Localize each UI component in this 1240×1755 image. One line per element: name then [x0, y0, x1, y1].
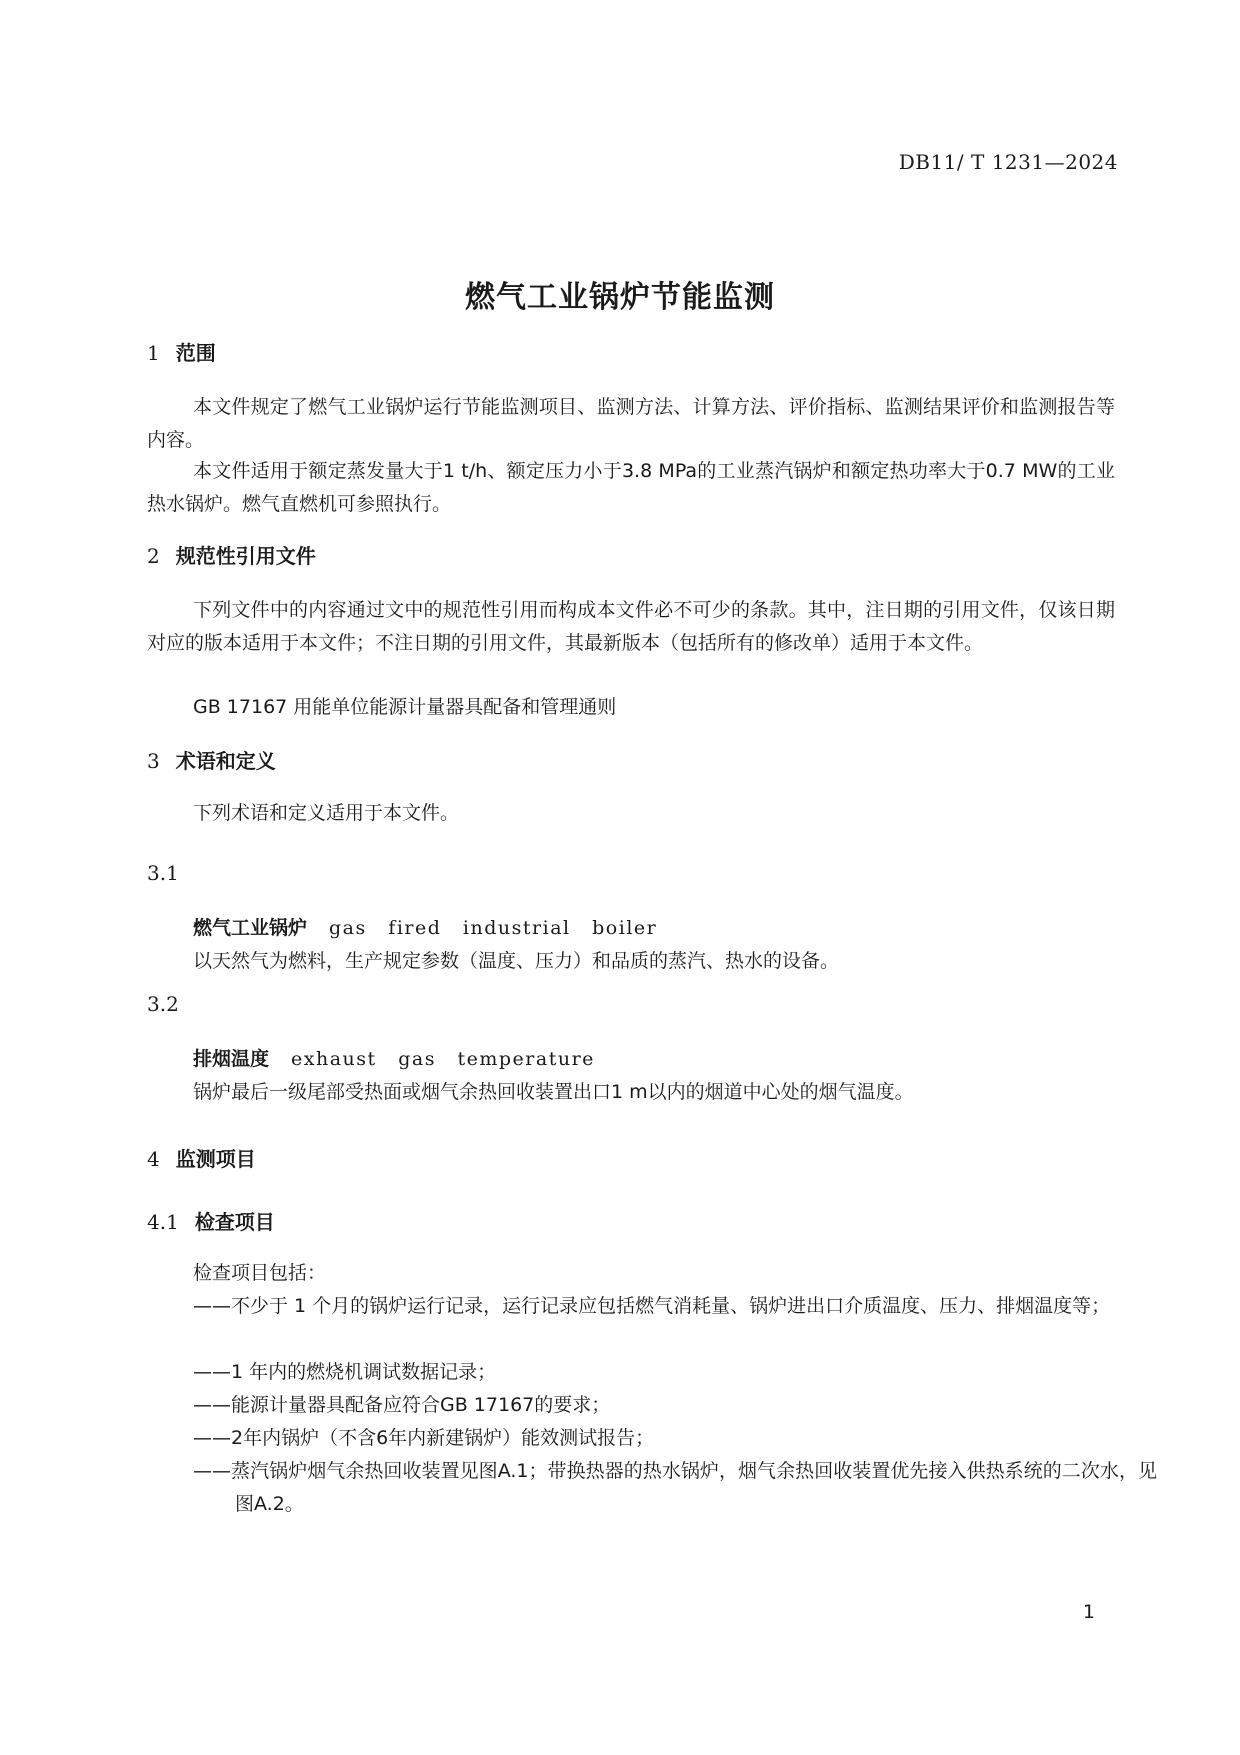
check-item: ——1 年内的燃烧机调试数据记录； [193, 1361, 497, 1383]
check-item: ——2年内锅炉（不含6年内新建锅炉）能效测试报告； [193, 1427, 655, 1449]
section-number: 4 [147, 1147, 160, 1171]
section-3-heading [147, 745, 276, 774]
section-title: 术语和定义 [175, 749, 276, 773]
term-english: gas fired industrial boiler [329, 917, 658, 939]
section-number: 2 [147, 544, 160, 568]
section-title: 范围 [175, 341, 216, 365]
subsection-4-1-heading [147, 1206, 275, 1235]
term-chinese: 排烟温度 [193, 1048, 270, 1070]
term-3-2-title [193, 1043, 595, 1076]
term-english: exhaust gas temperature [291, 1048, 595, 1070]
standard-code: DB11/ T 1231—2024 [898, 150, 1118, 174]
normative-references-paragraph: 下列文件中的内容通过文中的规范性引用而构成本文件必不可少的条款。其中，注日期的引用文件，仅该日期对应的版本适用于本文件；不注日期的引用文件，其最新版本（包括所有的修改单）适用于本文件。 [147, 599, 1115, 654]
term-3-2-definition: 锅炉最后一级尾部受热面或烟气余热回收装置出口1 m以内的烟道中心处的烟气温度。 [193, 1081, 914, 1103]
term-3-2-number: 3.2 [147, 992, 179, 1016]
subsection-number: 4.1 [147, 1210, 179, 1234]
section-1-heading [147, 337, 216, 366]
check-item: ——能源计量器具配备应符合GB 17167的要求； [193, 1394, 611, 1416]
check-item: ——蒸汽锅炉烟气余热回收装置见图A.1；带换热器的热水锅炉，烟气余热回收装置优先接入供热系统的二次水，见图A.2。 [193, 1460, 1157, 1515]
section-number: 1 [147, 341, 160, 365]
page-number: 1 [1082, 1601, 1095, 1623]
term-3-1-number: 3.1 [147, 861, 179, 885]
section-title: 监测项目 [175, 1147, 256, 1171]
check-items-intro: 检查项目包括： [193, 1262, 327, 1284]
section-4-heading [147, 1143, 256, 1172]
scope-paragraph-2: 本文件适用于额定蒸发量大于1 t/h、额定压力小于3.8 MPa的工业蒸汽锅炉和额定热功率大于0.7 MW的工业热水锅炉。燃气直燃机可参照执行。 [147, 460, 1115, 515]
term-chinese: 燃气工业锅炉 [193, 917, 308, 939]
section-2-heading [147, 540, 316, 569]
reference-gb17167: GB 17167 用能单位能源计量器具配备和管理通则 [193, 696, 617, 718]
term-3-1-definition: 以天然气为燃料，生产规定参数（温度、压力）和品质的蒸汽、热水的设备。 [193, 950, 840, 972]
term-3-1-title [193, 912, 657, 945]
document-title: 燃气工业锅炉节能监测 [465, 280, 775, 315]
terms-intro: 下列术语和定义适用于本文件。 [193, 802, 460, 824]
subsection-title: 检查项目 [194, 1210, 275, 1234]
section-title: 规范性引用文件 [175, 544, 316, 568]
section-number: 3 [147, 749, 160, 773]
scope-paragraph-1: 本文件规定了燃气工业锅炉运行节能监测项目、监测方法、计算方法、评价指标、监测结果评价和监测报告等内容。 [147, 396, 1115, 451]
check-item: ——不少于 1 个月的锅炉运行记录，运行记录应包括燃气消耗量、锅炉进出口介质温度、压力、排烟温度等； [193, 1295, 1111, 1317]
